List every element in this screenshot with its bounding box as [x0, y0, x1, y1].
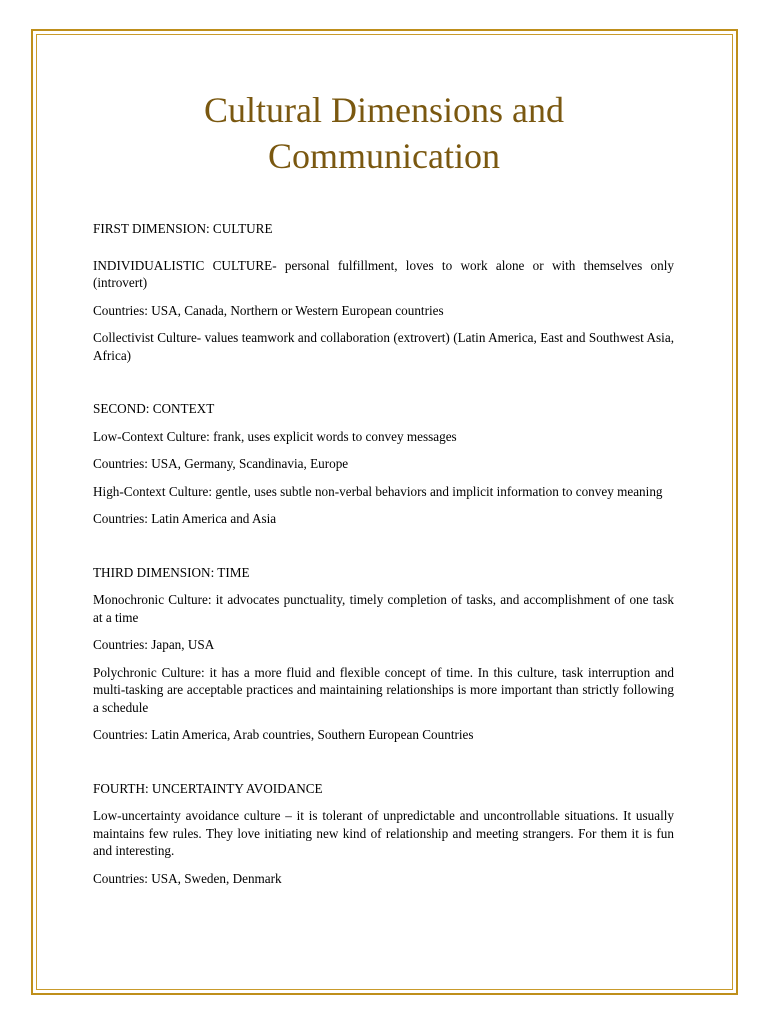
paragraph-countries-high-context: Countries: Latin America and Asia — [93, 511, 277, 526]
paragraph-high-context: High-Context Culture: gentle, uses subtle non-verbal behaviors and implicit information to convey meaning — [93, 483, 663, 499]
section-time — [93, 564, 674, 744]
section-context — [93, 400, 674, 528]
section-heading-culture: FIRST DIMENSION: CULTURE — [93, 221, 273, 236]
paragraph-countries-low-context: Countries: USA, Germany, Scandinavia, Europe — [93, 456, 349, 471]
paragraph-monochronic: Monochronic Culture: it advocates punctuality, timely completion of tasks, and accomplishment of one task at a time — [93, 592, 674, 625]
paragraph-countries-low-uncertainty: Countries: USA, Sweden, Denmark — [93, 870, 282, 886]
paragraph-collectivist: Collectivist Culture- values teamwork and collaboration (extrovert) (Latin America, East and Southwest Asia, Africa) — [93, 330, 674, 363]
section-spacer — [93, 754, 674, 780]
section-spacer — [93, 374, 674, 400]
paragraph-countries-polychronic: Countries: Latin America, Arab countries, Southern European Countries — [93, 727, 474, 742]
section-heading-time: THIRD DIMENSION: TIME — [93, 564, 250, 580]
section-culture — [93, 220, 674, 364]
paragraph-countries-monochronic: Countries: Japan, USA — [93, 637, 215, 652]
title-line-2: Communication — [268, 136, 500, 176]
section-uncertainty — [93, 780, 674, 888]
paragraph-low-uncertainty: Low-uncertainty avoidance culture – it is tolerant of unpredictable and uncontrollable situations. It usually maintains few rules. They love initiating new kind of relationship and meeting strangers. For them it is fun and interesting. — [93, 808, 674, 858]
paragraph-countries-individualistic: Countries: USA, Canada, Northern or Western European countries — [93, 302, 444, 318]
document-title — [0, 87, 768, 179]
section-spacer — [93, 538, 674, 564]
title-line-1: Cultural Dimensions and — [204, 90, 564, 130]
paragraph-low-context: Low-Context Culture: frank, uses explicit words to convey messages — [93, 428, 457, 444]
paragraph-individualistic: INDIVIDUALISTIC CULTURE- personal fulfillment, loves to work alone or with themselves only (introvert) — [93, 257, 674, 290]
section-heading-uncertainty: FOURTH: UNCERTAINTY AVOIDANCE — [93, 780, 323, 796]
document-body — [93, 220, 674, 897]
paragraph-polychronic: Polychronic Culture: it has a more fluid and flexible concept of time. In this culture, task interruption and multi-tasking are acceptable practices and maintaining relationships is more important than strictly following a schedule — [93, 664, 674, 715]
section-heading-context: SECOND: CONTEXT — [93, 401, 215, 416]
